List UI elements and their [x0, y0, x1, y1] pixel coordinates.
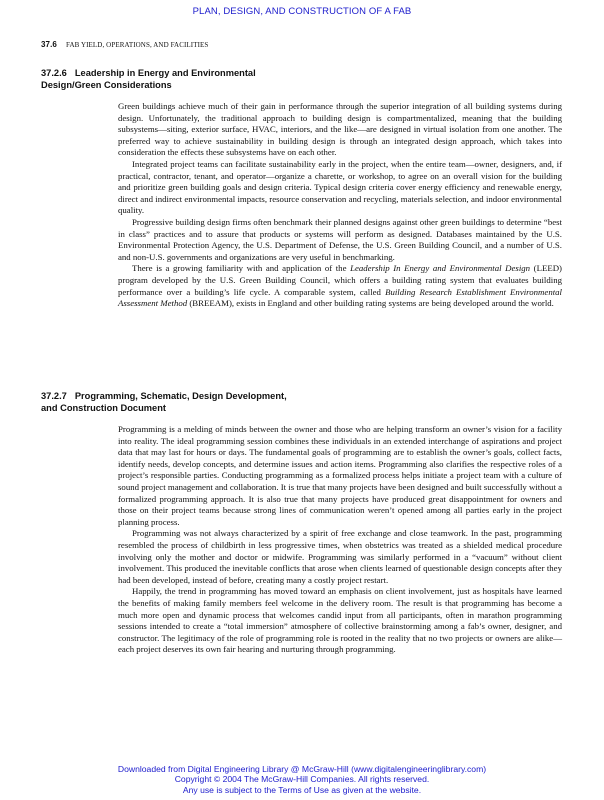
section-title-line2: Design/Green Considerations: [41, 80, 172, 90]
section-title-line2: and Construction Document: [41, 403, 166, 413]
running-head: [41, 40, 208, 49]
text-run: (BREEAM), exists in England and other building rating systems are being developed around the world.: [187, 298, 554, 309]
footer-download-line[interactable]: Downloaded from Digital Engineering Library @ McGraw-Hill (www.digitalengineeringlibrary.com): [117, 764, 487, 774]
paragraph-leed: [118, 263, 562, 309]
paragraph: Integrated project teams can facilitate sustainability early in the project, when the entire team—owner, designers, and, if practical, contractor, tenant, and operator—organize a charette, or workshop, to agree on an overall vision for the building and prioritize green building goals and design criteria. Typical design criteria cover energy efficiency and renewable energy, direct and indirect environmental impacts, resource conservation and recycling, materials selection, and indoor environmental quality.: [118, 158, 562, 216]
footer-terms-line[interactable]: Any use is subject to the Terms of Use as given at the website.: [182, 784, 422, 795]
section-body-37-2-6: [118, 101, 562, 310]
paragraph: Programming is a melding of minds between the owner and those who are helping transform an owner’s vision for a facility into reality. The ideal programming session combines these individuals in an extended interchange of aspirations and project data that may last for hours or days. The fundamental goals of programming are to establish the owner’s goals, collect facts, identify needs, develop concepts, and determine issues and action items. Programming also clarifies the respective roles of a project’s responsible parties. Conducting programming as a formalized process helps initiate a project team with a culture of sound project management and collaboration. It is true that many projects have been designed and built successfully without a formalized programming approach. It is also true that many projects have produced great disappointment for owners and those on their project teams because strong lines of communication weren’t opened among all parties early in the project planning process.: [118, 424, 562, 527]
section-body-37-2-7: [118, 424, 562, 656]
page-number: 37.6: [41, 40, 57, 49]
section-number: 37.2.6: [41, 68, 67, 78]
section-title-line1: Programming, Schematic, Design Development,: [74, 391, 287, 401]
book-title-banner: PLAN, DESIGN, AND CONSTRUCTION OF A FAB: [192, 6, 412, 17]
text-run: There is a growing familiarity with and application of the: [132, 263, 351, 274]
italic-term-leed: Leadership In Energy and Environmental Design: [350, 263, 531, 274]
running-head-title: FAB YIELD, OPERATIONS, AND FACILITIES: [65, 41, 209, 49]
text-run: (LEED) program developed by the U.S. Green Building Council, which offers a building rating system that evaluates building performance over a building’s life cycle. A comparable system, called: [118, 263, 562, 297]
section-title-line1: Leadership in Energy and Environmental: [74, 68, 256, 78]
paragraph: Green buildings achieve much of their gain in performance through the superior integration of all building systems during design. Unfortunately, the traditional approach to building design is compartmentalized, meaning that the building subsystems—siting, exterior surface, HVAC, interiors, and the like—are designed in virtual isolation from one another. The preferred way to achieve sustainability in building design is through an integrated design approach, which takes into consideration the effects these subsystems have on each other.: [118, 101, 562, 158]
footer-copyright-line: Copyright © 2004 The McGraw-Hill Companies. All rights reserved.: [174, 774, 430, 785]
download-footer: [0, 764, 604, 795]
paragraph: Programming was not always characterized by a spirit of free exchange and close teamwork. In the past, programming resembled the process of childbirth in less progressive times, when obstetrics was treated as a shielded medical procedure involving only the mother and doctor or midwife. Programming was similarly performed in a “vacuum” without client involvement. This produced the inevitable conflicts that arose when clients learned of questionable design concepts after they had been developed, instead of before, creating many a costly project restart.: [118, 528, 562, 585]
paragraph: Happily, the trend in programming has moved toward an emphasis on client involvement, just as hospitals have learned the benefits of making family members feel welcome in the delivery room. The result is that programming has become a much more open and dynamic process that welcomes candid input from all participants, often in marathon programming sessions intended to create a “total immersion” atmosphere of collective brainstorming among a fab’s owner, designer, and constructor. The legitimacy of the role of programming role is rooted in the reality that no two projects or owners are alike—each project deserves its own fair hearing and nurturing through programming.: [118, 586, 562, 655]
section-number: 37.2.7: [41, 391, 67, 401]
italic-term-breeam: Building Research Establishment Environmental Assessment Method: [118, 286, 562, 309]
paragraph: Progressive building design firms often benchmark their planned designs against other green buildings to determine “best in class” practices and to assure that products or systems will perform as designed. Databases maintained by the U.S. Environmental Protection Agency, the U.S. Department of Defense, the U.S. Green Building Council, and a number of U.S. and non-U.S. governments and organizations are very useful in benchmarking.: [118, 216, 562, 262]
section-heading-37-2-7: [41, 390, 287, 414]
section-heading-37-2-6: [41, 67, 256, 91]
